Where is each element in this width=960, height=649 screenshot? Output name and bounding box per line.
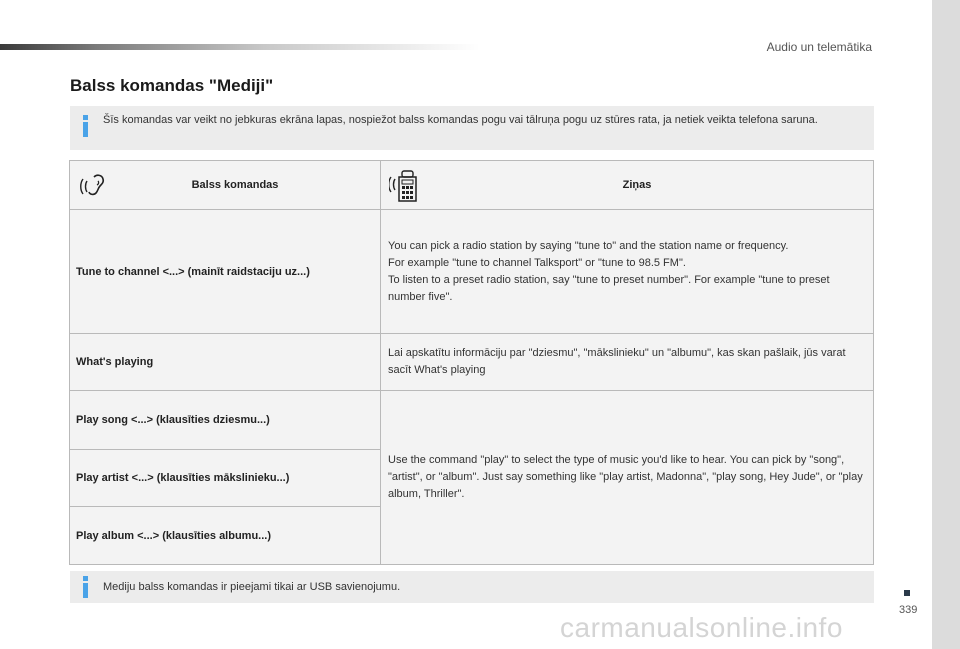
description-line: You can pick a radio station by saying "tune to" and the station name or frequency. bbox=[388, 239, 789, 252]
info-note-top-text: Šīs komandas var veikt no jebkuras ekrāna lapas, nospiežot balss komandas pogu vai tālruņa pogu uz stūres rata, ja netiek veikta telefona saruna. bbox=[103, 114, 818, 126]
page-title: Balss komandas "Mediji" bbox=[70, 76, 274, 95]
phone-keypad-icon bbox=[389, 169, 429, 203]
command-cell: Play song <...> (klausīties dziesmu...) bbox=[70, 391, 381, 450]
info-icon bbox=[82, 576, 90, 598]
page-edge-strip bbox=[932, 0, 960, 649]
table-row bbox=[70, 334, 874, 391]
table-row bbox=[70, 210, 874, 334]
header-commands-label: Balss komandas bbox=[191, 179, 279, 191]
info-icon bbox=[82, 115, 90, 137]
description-line: To listen to a preset radio station, say "tune to preset number". For example "tune to preset number five". bbox=[388, 273, 830, 303]
header-commands bbox=[70, 161, 381, 210]
command-cell: Play artist <...> (klausīties mākslinieku...) bbox=[70, 450, 381, 507]
section-label: Audio un telemātika bbox=[766, 40, 872, 54]
info-note-bottom-text: Mediju balss komandas ir pieejami tikai ar USB savienojumu. bbox=[103, 581, 401, 593]
voice-command-icon bbox=[78, 169, 118, 203]
command-cell: Tune to channel <...> (mainīt raidstaciju uz...) bbox=[70, 210, 381, 334]
watermark: carmanualsonline.info bbox=[560, 612, 843, 643]
description-cell bbox=[381, 210, 874, 334]
info-note-top bbox=[70, 106, 874, 150]
voice-commands-table bbox=[69, 160, 874, 565]
description-cell: Use the command "play" to select the type of music you'd like to hear. You can pick by "song", "artist", or "album". Just say something like "play artist, Madonna", "play song, Hey Jude", or "play album, Thriller". bbox=[381, 391, 874, 565]
command-cell: Play album <...> (klausīties albumu...) bbox=[70, 507, 381, 565]
page-marker bbox=[904, 590, 910, 596]
header-gradient-bar bbox=[0, 44, 480, 50]
description-line: For example "tune to channel Talksport" or "tune to 98.5 FM". bbox=[388, 256, 686, 269]
info-note-bottom bbox=[70, 571, 874, 603]
header-messages-label: Ziņas bbox=[622, 179, 652, 191]
header-messages bbox=[381, 161, 874, 210]
page-number: 339 bbox=[899, 604, 918, 616]
table-header-row bbox=[70, 161, 874, 210]
description-cell: Lai apskatītu informāciju par "dziesmu", "mākslinieku" un "albumu", kas skan pašlaik, jūs varat sacīt What's playing bbox=[381, 334, 874, 391]
command-cell: What's playing bbox=[70, 334, 381, 391]
table-row bbox=[70, 391, 874, 450]
